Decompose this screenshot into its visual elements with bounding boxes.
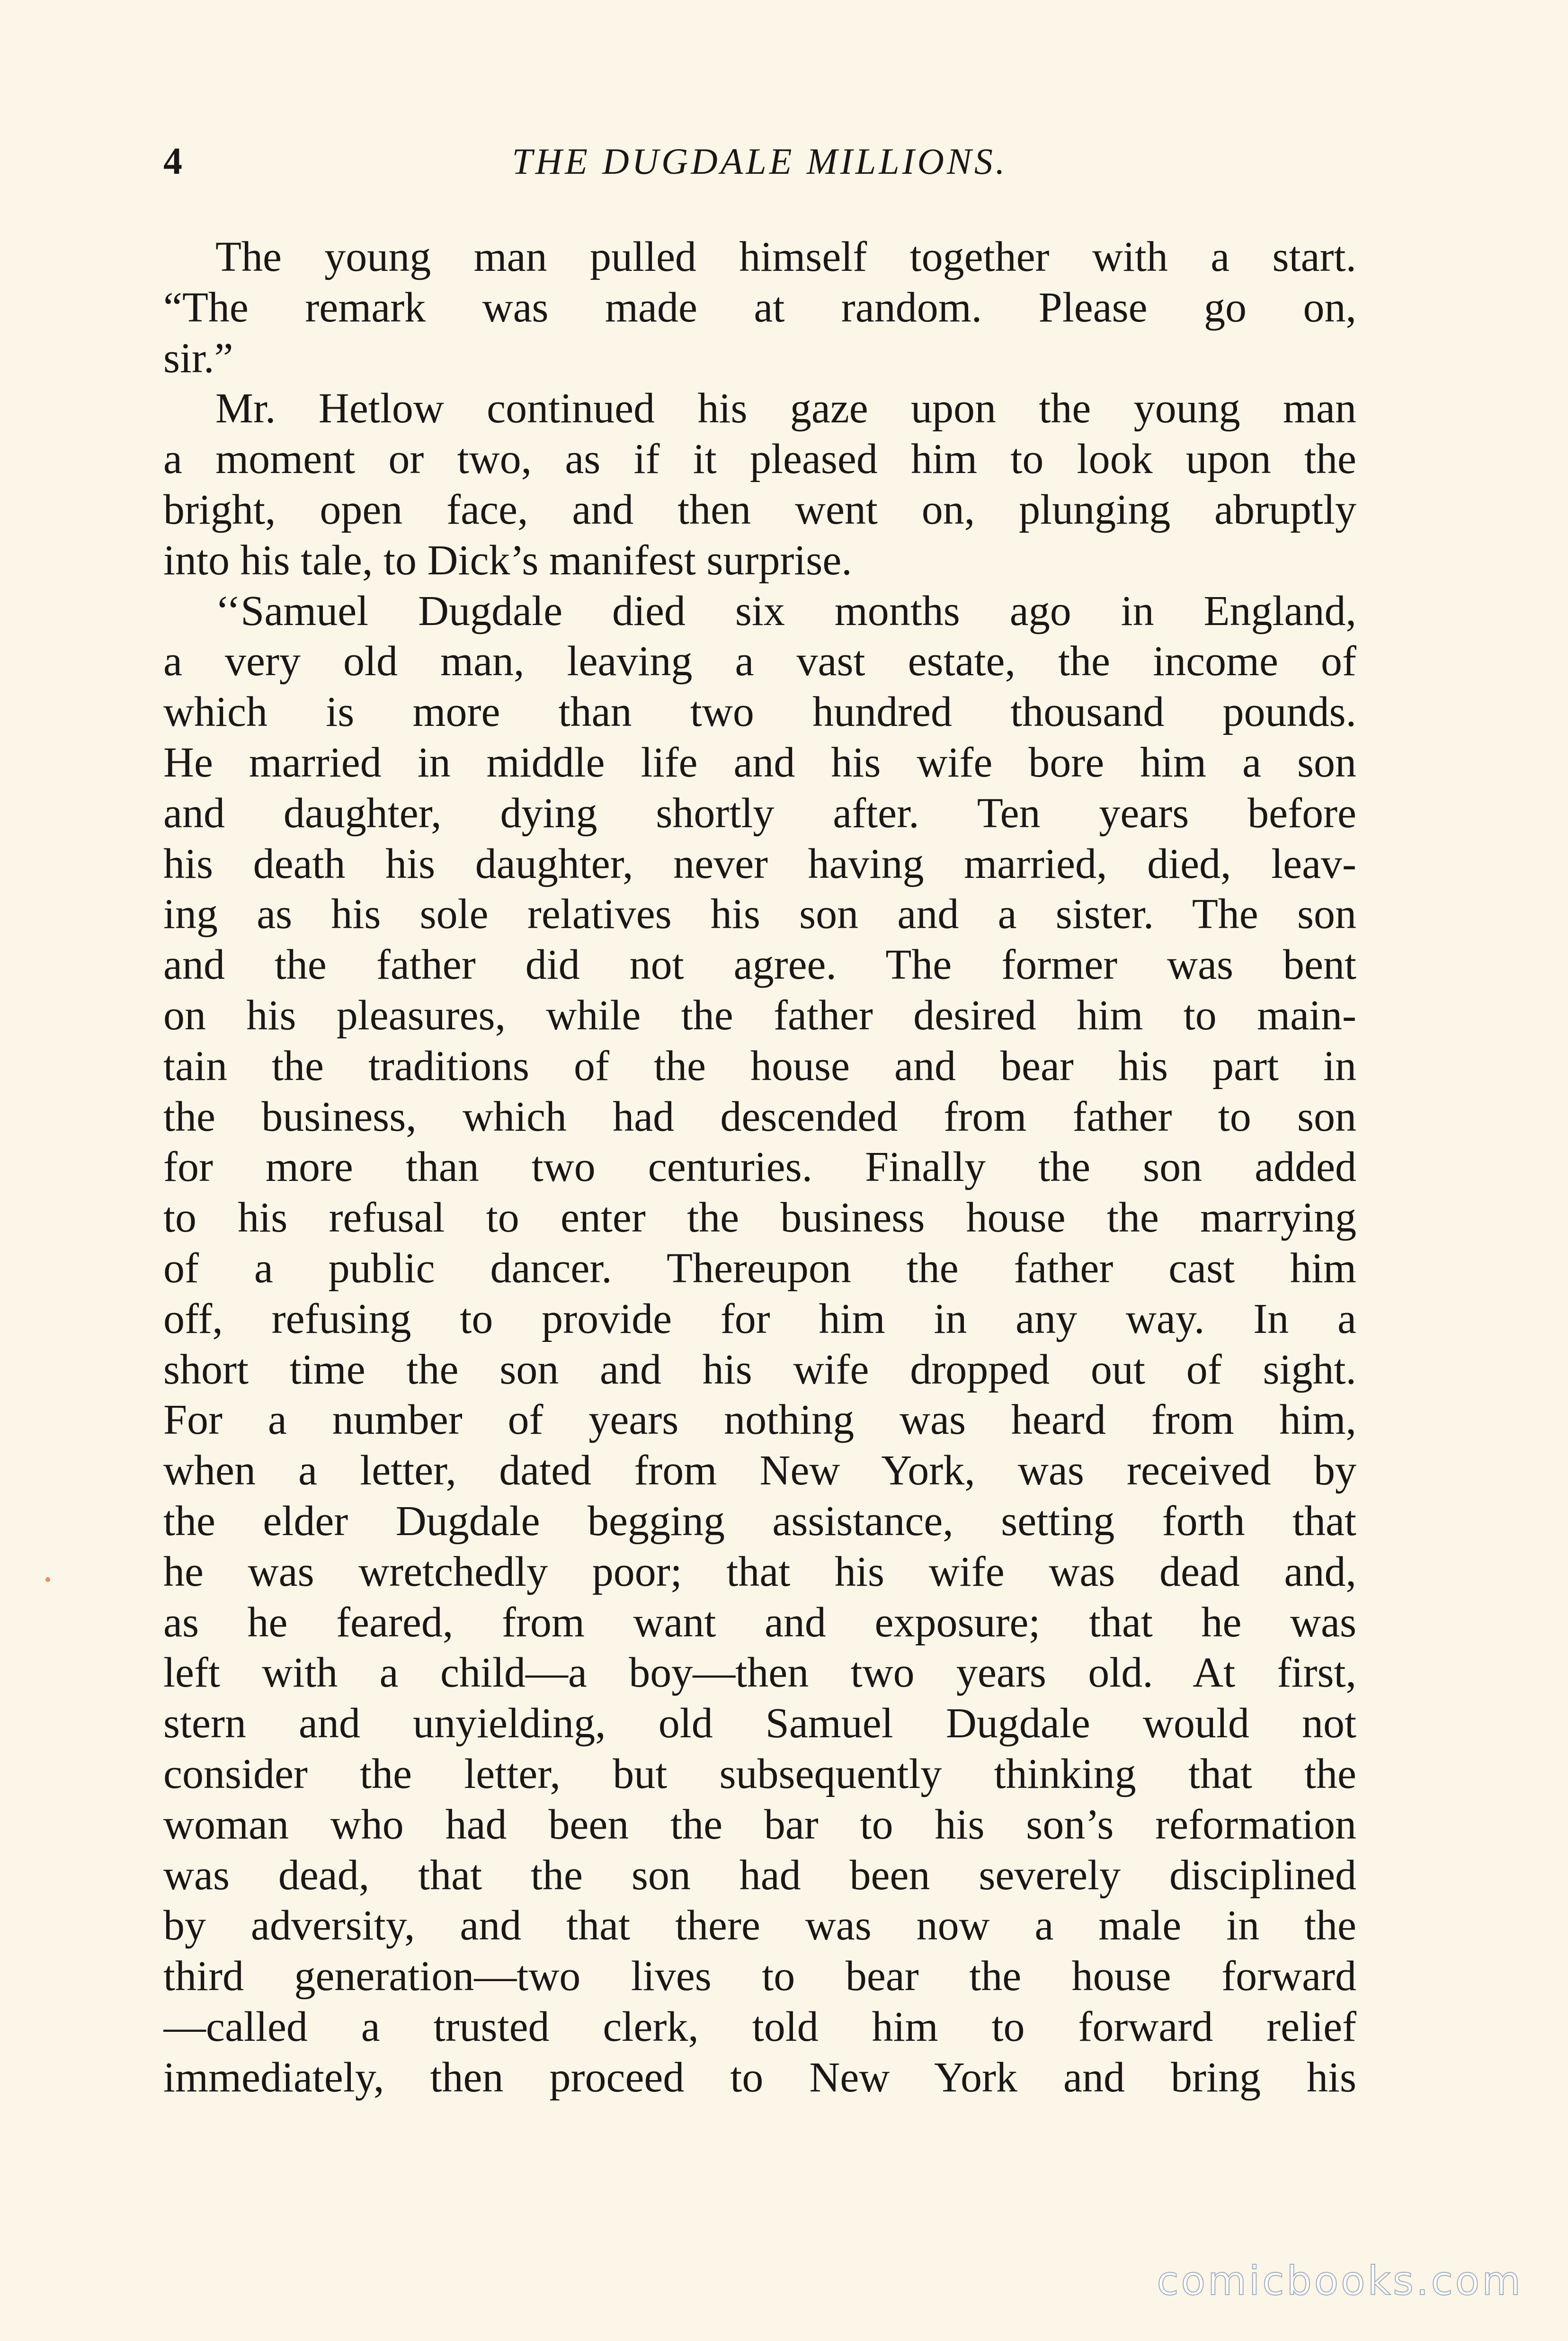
text-line: third generation—two lives to bear the house forward (163, 1953, 1356, 2000)
text-line: which is more than two hundred thousand pounds. (163, 688, 1356, 736)
text-line: the business, which had descended from father to son (163, 1093, 1356, 1140)
text-line: ing as his sole relatives his son and a sister. The son (163, 891, 1356, 938)
page-header (163, 135, 1356, 188)
text-line: as he feared, from want and exposure; that he was (163, 1599, 1356, 1646)
text-line: short time the son and his wife dropped out of sight. (163, 1346, 1356, 1393)
text-line: left with a child—a boy—then two years old. At first, (163, 1649, 1356, 1697)
text-line: his death his daughter, never having married, died, leav- (163, 840, 1356, 887)
body-text (163, 232, 1356, 2103)
text-line: and daughter, dying shortly after. Ten years before (163, 789, 1356, 837)
text-line: tain the traditions of the house and bear his part in (163, 1042, 1356, 1090)
text-line: was dead, that the son had been severely disciplined (163, 1851, 1356, 1899)
text-line: of a public dancer. Thereupon the father cast him (163, 1244, 1356, 1292)
text-line: Mr. Hetlow continued his gaze upon the young man (215, 385, 1356, 432)
text-line: and the father did not agree. The former was bent (163, 941, 1356, 989)
text-line: For a number of years nothing was heard from him, (163, 1396, 1356, 1444)
text-line: sir.” (163, 334, 233, 382)
text-line: by adversity, and that there was now a male in the (163, 1902, 1356, 1949)
text-line: immediately, then proceed to New York and bring his (163, 2054, 1356, 2101)
watermark: comicbooks.com (1157, 2258, 1523, 2304)
text-line: into his tale, to Dick’s manifest surprise. (163, 536, 852, 584)
text-line: a very old man, leaving a vast estate, the income of (163, 638, 1356, 685)
text-line: a moment or two, as if it pleased him to look upon the (163, 436, 1356, 483)
text-line: the elder Dugdale begging assistance, setting forth that (163, 1497, 1356, 1545)
text-line: The young man pulled himself together with a start. (215, 233, 1356, 280)
text-line: off, refusing to provide for him in any way. In a (163, 1295, 1356, 1342)
text-line: consider the letter, but subsequently thinking that the (163, 1750, 1356, 1797)
paper-speck (45, 1577, 50, 1582)
text-line: bright, open face, and then went on, plunging abruptly (163, 486, 1356, 533)
text-line: on his pleasures, while the father desired him to main- (163, 992, 1356, 1039)
text-line: “The remark was made at random. Please go on, (163, 284, 1356, 331)
text-line: He married in middle life and his wife bore him a son (163, 739, 1356, 786)
text-line: for more than two centuries. Finally the son added (163, 1144, 1356, 1191)
text-line: to his refusal to enter the business house the marrying (163, 1194, 1356, 1242)
running-title: THE DUGDALE MILLIONS. (512, 141, 1008, 182)
text-line: he was wretchedly poor; that his wife was dead and, (163, 1548, 1356, 1595)
text-line: woman who had been the bar to his son’s reformation (163, 1801, 1356, 1848)
text-line: —called a trusted clerk, told him to forward relief (163, 2003, 1356, 2050)
text-line: stern and unyielding, old Samuel Dugdale would not (163, 1700, 1356, 1747)
page-number: 4 (163, 141, 182, 182)
text-line: when a letter, dated from New York, was received by (163, 1447, 1356, 1494)
text-line: ‘‘Samuel Dugdale died six months ago in England, (215, 587, 1356, 634)
